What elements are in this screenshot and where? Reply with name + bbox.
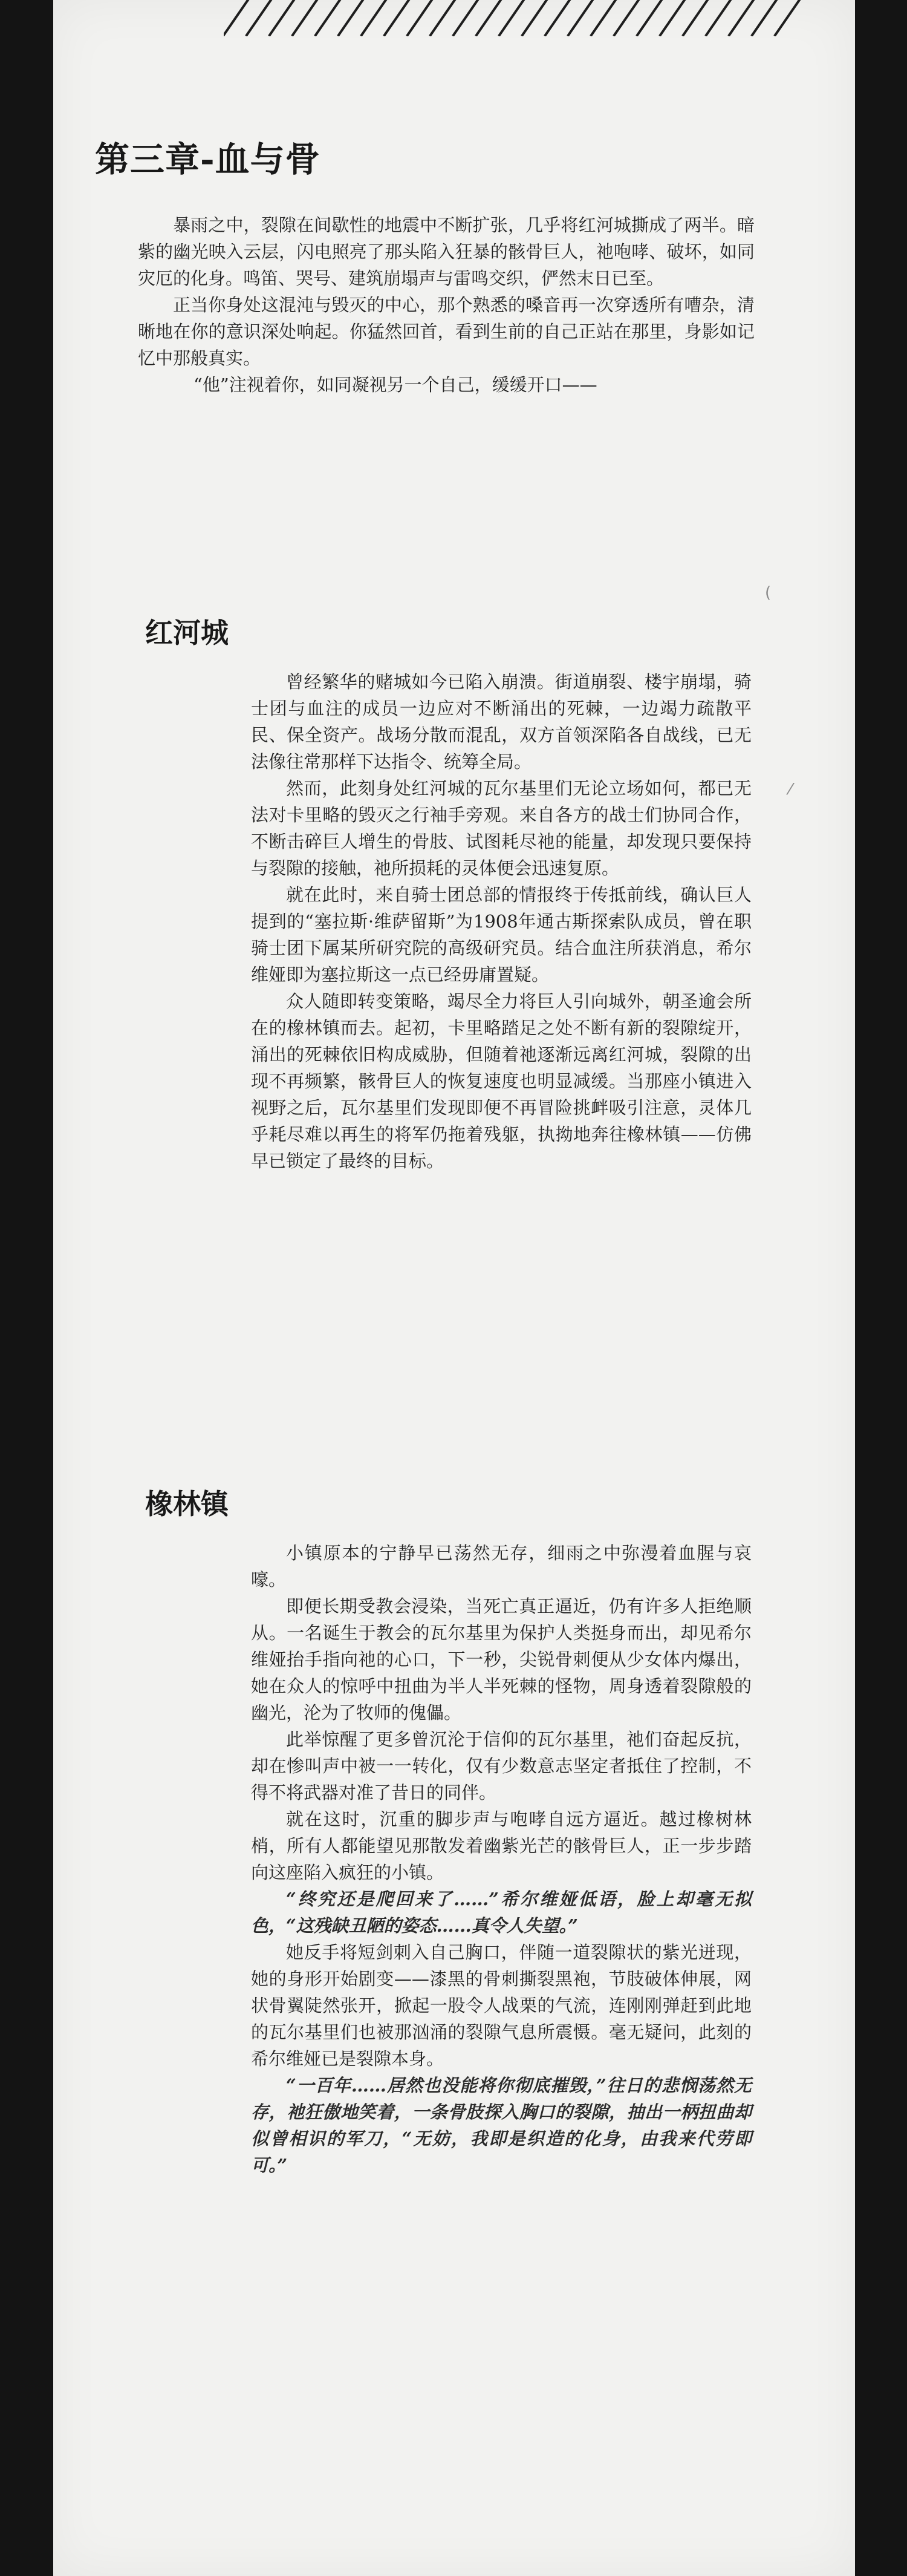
intro-paragraph: “他”注视着你，如同凝视另一个自己，缓缓开口—— [193, 374, 597, 395]
section-paragraph: 就在这时，沉重的脚步声与咆哮自远方逼近。越过橡树林梢，所有人都能望见那散发着幽紫光芒的骸骨巨人，正一步步踏向这座陷入疯狂的小镇。 [251, 1809, 752, 1883]
section-title-oak-town: 橡林镇 [145, 1488, 229, 1520]
dialogue-quote: “一百年……居然也没能将你彻底摧毁，”往日的悲悯荡然无存，祂狂傲地笑着，一条骨肢探入胸口的裂隙，抽出一柄扭曲却似曾相识的军刀，“无妨，我即是织造的化身，由我来代劳即可。” [251, 2075, 752, 2176]
chapter-intro [138, 212, 755, 398]
section-paragraph: 即便长期受教会浸染，当死亡真正逼近，仍有许多人拒绝顺从。一名诞生于教会的瓦尔基里为保护人类挺身而出，却见希尔维娅抬手指向祂的心口，下一秒，尖锐骨刺便从少女体内爆出，她在众人的惊呼中扭曲为半人半死棘的怪物，周身透着裂隙般的幽光，沦为了牧师的傀儡。 [251, 1596, 752, 1723]
dialogue-quote: “终究还是爬回来了……”希尔维娅低语，脸上却毫无拟色，“这残缺丑陋的姿态……真令人失望。” [251, 1889, 752, 1936]
chapter-title: 第三章-血与骨 [95, 139, 320, 180]
section-body-oak-town [251, 1540, 752, 2179]
section-paragraph: 小镇原本的宁静早已荡然无存，细雨之中弥漫着血腥与哀嚎。 [251, 1543, 752, 1590]
section-paragraph: 就在此时，来自骑士团总部的情报终于传抵前线，确认巨人提到的“塞拉斯·维萨留斯”为1908年通古斯探索队成员，曾在职骑士团下属某所研究院的高级研究员。结合血注所获消息，希尔维娅即为塞拉斯这一点已经毋庸置疑。 [251, 884, 752, 985]
section-paragraph: 然而，此刻身处红河城的瓦尔基里们无论立场如何，都已无法对卡里略的毁灭之行袖手旁观。来自各方的战士们协同合作，不断击碎巨人增生的骨肢、试图耗尽祂的能量，却发现只要保持与裂隙的接触，祂所损耗的灵体便会迅速复原。 [251, 778, 752, 878]
paper-scuff-mark: ⁄ [789, 780, 792, 799]
section-paragraph: 众人随即转变策略，竭尽全力将巨人引向城外，朝圣逾会所在的橡林镇而去。起初，卡里略踏足之处不断有新的裂隙绽开，涌出的死棘依旧构成威胁，但随着祂逐渐远离红河城，裂隙的出现不再频繁，骸骨巨人的恢复速度也明显减缓。当那座小镇进入视野之后，瓦尔基里们发现即便不再冒险挑衅吸引注意，灵体几乎耗尽难以再生的将军仍拖着残躯，执拗地奔往橡林镇——仿佛早已锁定了最终的目标。 [251, 991, 752, 1171]
section-title-honghe-city: 红河城 [145, 616, 229, 649]
section-body-honghe-city [251, 669, 752, 1174]
diagonal-hatch-decoration [224, 0, 804, 36]
section-paragraph: 她反手将短剑刺入自己胸口，伴随一道裂隙状的紫光迸现，她的身形开始剧变——漆黑的骨刺撕裂黑袍，节肢破体伸展，网状骨翼陡然张开，掀起一股令人战栗的气流，连刚刚弹赶到此地的瓦尔基里们也被那汹涌的裂隙气息所震慑。毫无疑问，此刻的希尔维娅已是裂隙本身。 [251, 1942, 752, 2069]
intro-paragraph: 正当你身处这混沌与毁灭的中心，那个熟悉的嗓音再一次穿透所有嘈杂，清晰地在你的意识深处响起。你猛然回首，看到生前的自己正站在那里，身影如记忆中那般真实。 [138, 295, 755, 368]
section-paragraph: 曾经繁华的赌城如今已陷入崩溃。街道崩裂、楼宇崩塌，骑士团与血注的成员一边应对不断涌出的死棘，一边竭力疏散平民、保全资产。战场分散而混乱，双方首领深陷各自战线，已无法像往常那样下达指令、统筹全局。 [251, 672, 752, 772]
paper-scuff-mark: ( [765, 584, 772, 602]
intro-paragraph: 暴雨之中，裂隙在间歇性的地震中不断扩张，几乎将红河城撕成了两半。暗紫的幽光映入云层，闪电照亮了那头陷入狂暴的骸骨巨人，祂咆哮、破坏，如同灾厄的化身。鸣笛、哭号、建筑崩塌声与雷鸣交织，俨然末日已至。 [138, 215, 755, 289]
section-paragraph: 此举惊醒了更多曾沉沦于信仰的瓦尔基里，祂们奋起反抗，却在惨叫声中被一一转化，仅有少数意志坚定者抵住了控制，不得不将武器对准了昔日的同伴。 [251, 1729, 752, 1803]
